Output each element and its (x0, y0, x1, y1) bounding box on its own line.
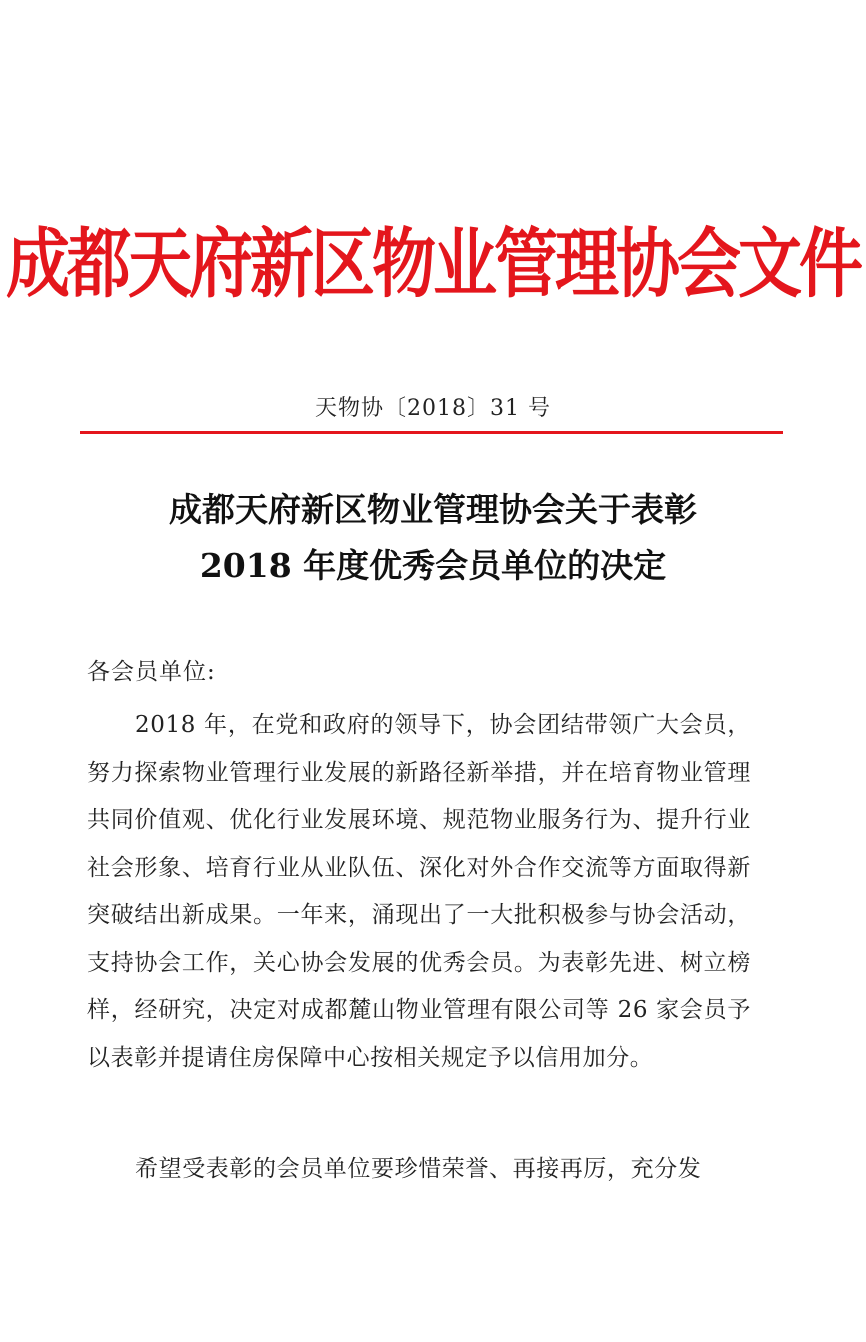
title-line-1: 成都天府新区物业管理协会关于表彰 (169, 490, 697, 529)
red-divider-line (80, 431, 783, 434)
document-number: 天物协〔2018〕31 号 (315, 396, 551, 421)
body-paragraph-2: 希望受表彰的会员单位要珍惜荣誉、再接再厉，充分发 (135, 1156, 702, 1182)
document-title (0, 482, 866, 594)
body-paragraph-1: 2018 年，在党和政府的领导下，协会团结带领广大会员，努力探索物业管理行业发展的新路径新举措，并在培育物业管理共同价值观、优化行业发展环境、规范物业服务行为、提升行业社会形象、培育行业从业队伍、深化对外合作交流等方面取得新突破结出新成果。一年来，涌现出了一大批积极参与协会活动，支持协会工作，关心协会发展的优秀会员。为表彰先进、树立榜样，经研究，决定对成都麓山物业管理有限公司等 26 家会员予以表彰并提请住房保障中心按相关规定予以信用加分。 (87, 712, 751, 1071)
org-red-header: 成都天府新区物业管理协会文件 (6, 220, 860, 309)
salutation: 各会员单位: (87, 659, 216, 685)
title-line-2: 2018 年度优秀会员单位的决定 (199, 546, 667, 585)
